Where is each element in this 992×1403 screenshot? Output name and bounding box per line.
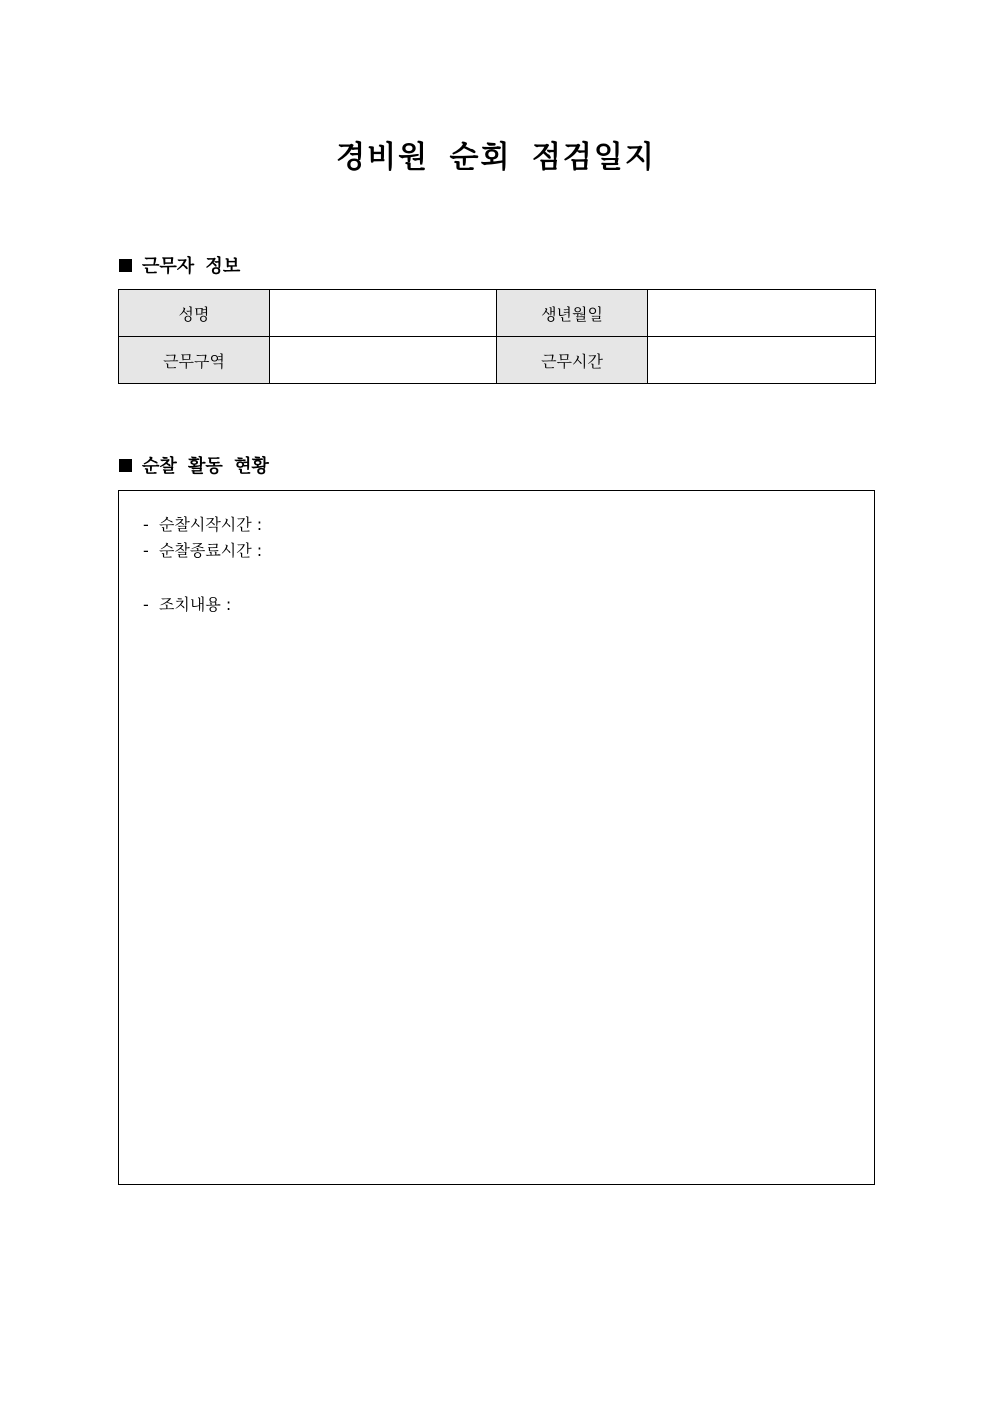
patrol-status-heading xyxy=(119,452,269,478)
patrol-activity-box[interactable] xyxy=(118,490,875,1185)
birthdate-label: 생년월일 xyxy=(497,290,648,337)
action-taken-line: - 조치내용 : xyxy=(143,595,232,614)
work-area-label: 근무구역 xyxy=(119,337,270,384)
work-area-field[interactable] xyxy=(270,337,497,384)
document-title: 경비원 순회 점검일지 xyxy=(336,140,656,175)
work-hours-field[interactable] xyxy=(648,337,876,384)
table-row xyxy=(119,290,876,337)
worker-info-heading xyxy=(119,252,240,278)
name-field[interactable] xyxy=(270,290,497,337)
table-row xyxy=(119,337,876,384)
worker-info-table xyxy=(118,289,876,384)
patrol-status-heading-text: 순찰 활동 현황 xyxy=(142,456,269,477)
black-square-icon xyxy=(119,259,132,272)
patrol-end-time-line: - 순찰종료시간 : xyxy=(143,541,263,560)
worker-info-heading-text: 근무자 정보 xyxy=(142,256,241,277)
patrol-start-time-line: - 순찰시작시간 : xyxy=(143,515,263,534)
black-square-icon xyxy=(119,459,132,472)
work-hours-label: 근무시간 xyxy=(497,337,648,384)
name-label: 성명 xyxy=(119,290,270,337)
birthdate-field[interactable] xyxy=(648,290,876,337)
